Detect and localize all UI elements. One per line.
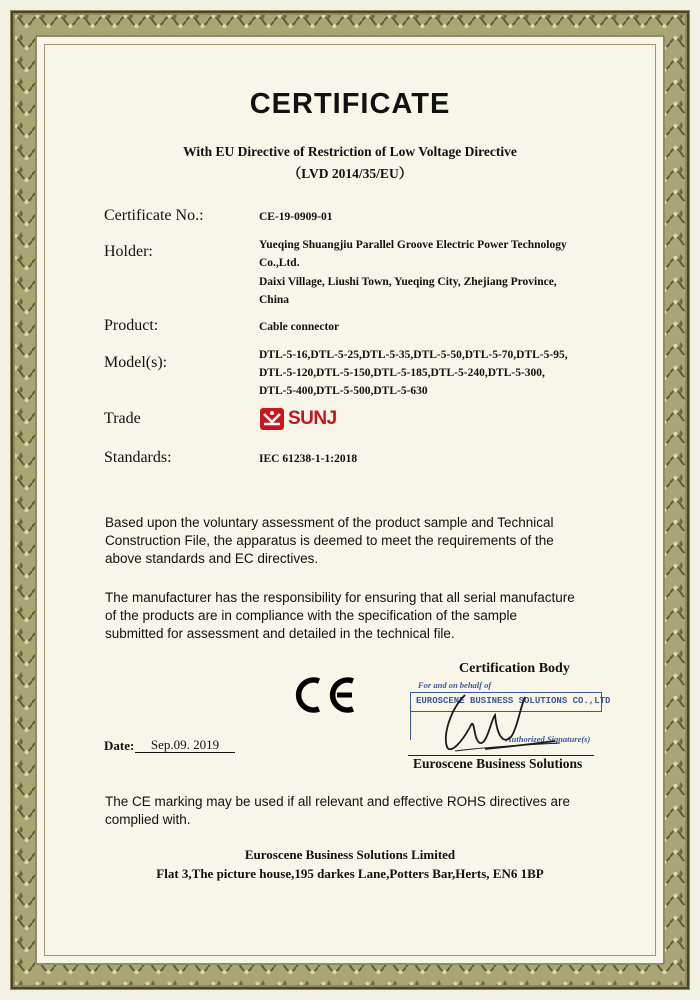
footer-company: Euroscene Business Solutions Limited xyxy=(244,847,456,862)
responsibility-line1: The manufacturer has the responsibility for ensuring that all serial manufacture xyxy=(105,590,575,605)
directive-code: （LVD 2014/35/EU） xyxy=(287,166,413,181)
holder-address-line2: China xyxy=(259,294,290,306)
assessment-line3: above standards and EC directives. xyxy=(105,551,319,566)
assessment-line1: Based upon the voluntary assessment of the product sample and Technical xyxy=(105,515,554,530)
footer-address: Flat 3,The picture house,195 darkes Lane,Potters Bar,Herts, EN6 1BP xyxy=(156,866,544,881)
stamp-company-text: EUROSCENE BUSINESS SOLUTIONS CO.,LTD xyxy=(416,696,611,706)
holder-address-line1: Daixi Village, Liushi Town, Yueqing City, Zhejiang Province, xyxy=(259,276,557,288)
standards-value: IEC 61238-1-1:2018 xyxy=(259,453,358,465)
holder-name-line1: Yueqing Shuangjiu Parallel Groove Electric Power Technology xyxy=(259,239,567,251)
certificate-no-value: CE-19-0909-01 xyxy=(259,211,333,223)
responsibility-line3: submitted for assessment and detailed in the technical file. xyxy=(105,626,455,641)
responsibility-line2: of the products are in compliance with the specification of the sample xyxy=(105,608,517,623)
stamp-bottom-text: Authorized Signature(s) xyxy=(506,734,591,744)
certificate-no-label: Certificate No.: xyxy=(104,207,204,224)
models-label: Model(s): xyxy=(104,354,168,371)
stamp-top-text: For and on behalf of xyxy=(418,680,492,690)
holder-label: Holder: xyxy=(104,243,153,260)
directive-subtitle: With EU Directive of Restriction of Low Voltage Directive xyxy=(183,144,517,159)
models-line2: DTL-5-120,DTL-5-150,DTL-5-185,DTL-5-240,DTL-5-300, xyxy=(259,367,545,379)
certification-body-label: Certification Body xyxy=(459,661,570,676)
sunj-emblem-icon xyxy=(259,407,285,431)
standards-label: Standards: xyxy=(104,449,172,466)
trade-label: Trade xyxy=(104,410,141,427)
ce-mark-icon xyxy=(290,675,360,715)
trade-logo xyxy=(259,406,337,432)
trade-logo-text: SUNJ xyxy=(288,408,337,429)
models-line3: DTL-5-400,DTL-5-500,DTL-5-630 xyxy=(259,385,428,397)
product-label: Product: xyxy=(104,317,159,334)
assessment-line2: Construction File, the apparatus is deemed to meet the requirements of the xyxy=(105,533,554,548)
product-value: Cable connector xyxy=(259,321,340,333)
date-label: Date: xyxy=(104,738,135,753)
ce-marking-line1: The CE marking may be used if all relevant and effective ROHS directives are xyxy=(105,794,570,809)
ce-marking-line2: complied with. xyxy=(105,812,191,827)
handwritten-signature xyxy=(425,685,565,760)
holder-name-line2: Co.,Ltd. xyxy=(259,257,300,269)
certification-body-name: Euroscene Business Solutions xyxy=(413,756,583,771)
models-line1: DTL-5-16,DTL-5-25,DTL-5-35,DTL-5-50,DTL-5-70,DTL-5-95, xyxy=(259,349,568,361)
date-value: Sep.09. 2019 xyxy=(135,738,235,753)
stamp-side-line xyxy=(410,710,411,740)
certificate-title: CERTIFICATE xyxy=(249,88,451,120)
